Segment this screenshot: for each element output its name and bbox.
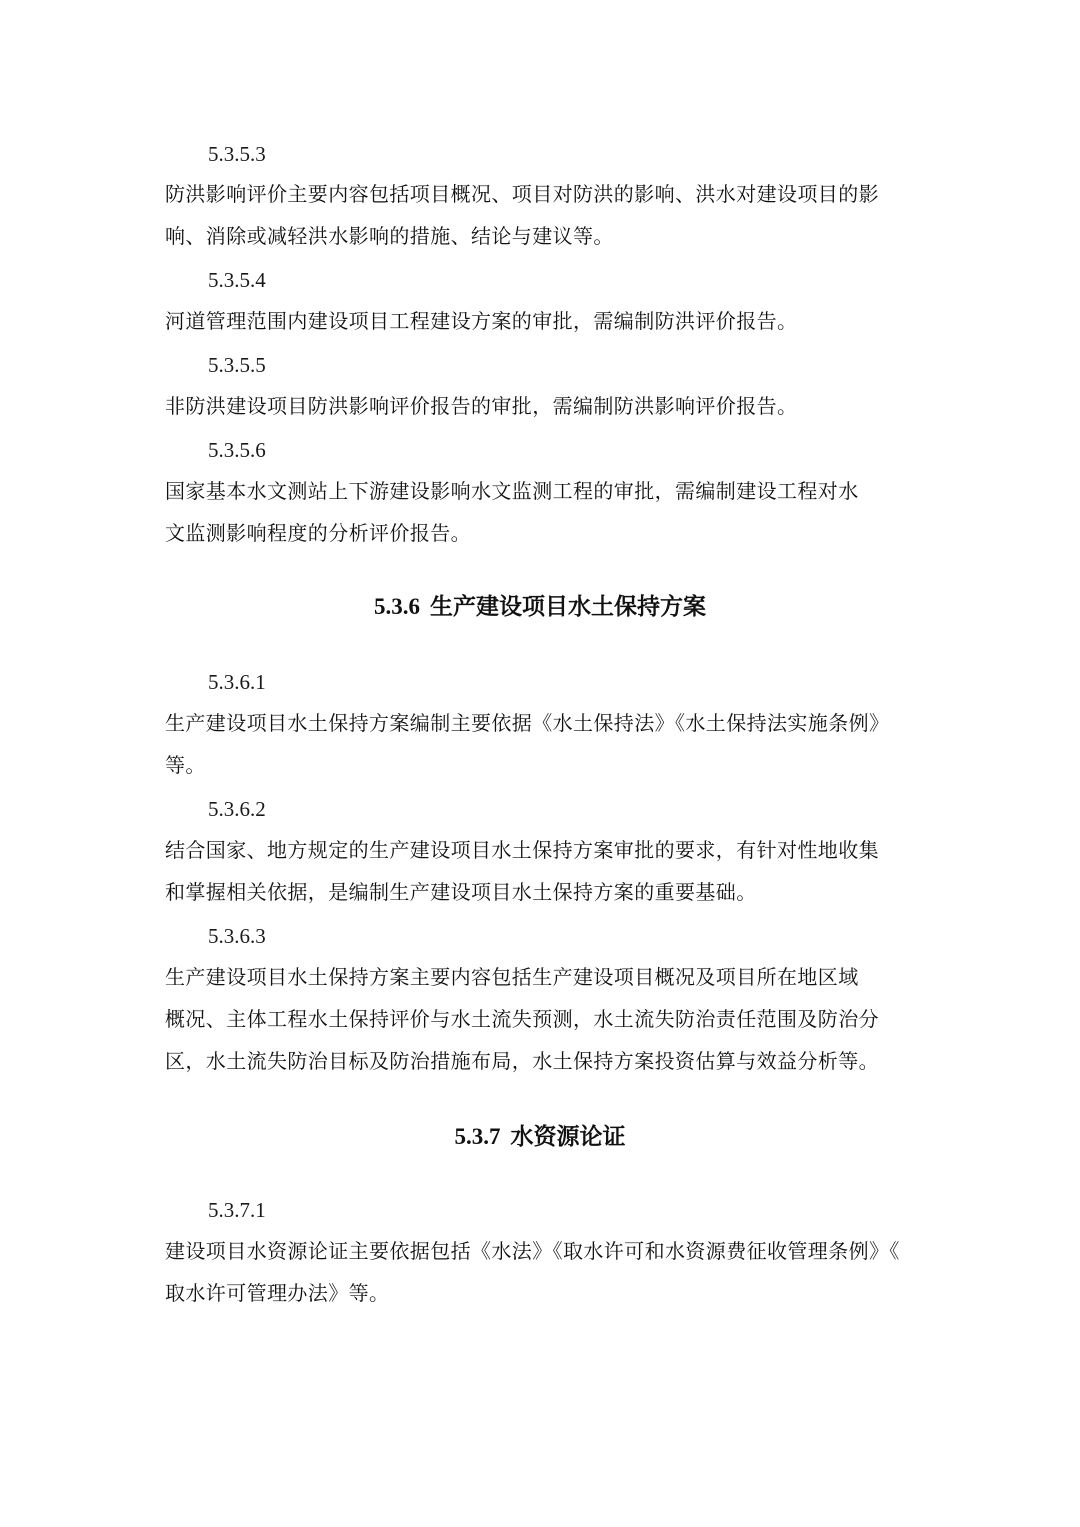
clause-text-5-3-6-3 [165, 956, 917, 1082]
text-line: 区，水土流失防治目标及防治措施布局，水土保持方案投资估算与效益分析等。 [165, 1049, 879, 1073]
clause-text-5-3-5-5 [165, 385, 917, 427]
clause-text-5-3-5-6 [165, 470, 917, 554]
text-line: 河道管理范围内建设项目工程建设方案的审批，需编制防洪评价报告。 [165, 309, 798, 333]
section-heading-title: 水资源论证 [510, 1124, 626, 1150]
clause-text-5-3-5-3 [165, 173, 917, 257]
clause-number-5-3-5-4: 5.3.5.4 [208, 268, 266, 292]
clause-text-5-3-6-1 [165, 702, 917, 786]
clause-number-5-3-6-3: 5.3.6.3 [208, 924, 266, 948]
clause-number-5-3-6-2: 5.3.6.2 [208, 797, 266, 821]
clause-text-5-3-6-2 [165, 829, 917, 913]
text-line: 生产建设项目水土保持方案主要内容包括生产建设项目概况及项目所在地区域 [165, 965, 859, 989]
text-line: 取水许可管理办法》等。 [165, 1281, 390, 1305]
section-heading-5-3-6 [0, 592, 1080, 622]
text-line: 建设项目水资源论证主要依据包括《水法》《取水许可和水资源费征收管理条例》《 [165, 1239, 900, 1263]
section-heading-number: 5.3.7 [454, 1124, 501, 1149]
text-line: 结合国家、地方规定的生产建设项目水土保持方案审批的要求，有针对性地收集 [165, 838, 879, 862]
text-line: 非防洪建设项目防洪影响评价报告的审批，需编制防洪影响评价报告。 [165, 394, 798, 418]
text-line: 和掌握相关依据，是编制生产建设项目水土保持方案的重要基础。 [165, 880, 757, 904]
section-heading-5-3-7 [0, 1122, 1080, 1152]
text-line: 概况、主体工程水土保持评价与水土流失预测，水土流失防治责任范围及防治分 [165, 1007, 879, 1031]
section-heading-title: 生产建设项目水土保持方案 [430, 594, 706, 620]
clause-number-5-3-5-3: 5.3.5.3 [208, 142, 266, 166]
text-line: 防洪影响评价主要内容包括项目概况、项目对防洪的影响、洪水对建设项目的影 [165, 182, 879, 206]
clause-number-5-3-5-5: 5.3.5.5 [208, 353, 266, 377]
text-line: 响、消除或减轻洪水影响的措施、结论与建议等。 [165, 224, 614, 248]
clause-text-5-3-5-4 [165, 300, 917, 342]
clause-number-5-3-5-6: 5.3.5.6 [208, 438, 266, 462]
text-line: 生产建设项目水土保持方案编制主要依据《水土保持法》《水土保持法实施条例》 [165, 711, 890, 735]
section-heading-number: 5.3.6 [374, 594, 420, 619]
text-line: 文监测影响程度的分析评价报告。 [165, 521, 471, 545]
clause-number-5-3-7-1: 5.3.7.1 [208, 1198, 266, 1222]
text-line: 国家基本水文测站上下游建设影响水文监测工程的审批，需编制建设工程对水 [165, 479, 859, 503]
clause-text-5-3-7-1 [165, 1230, 917, 1314]
text-line: 等。 [165, 753, 206, 777]
clause-number-5-3-6-1: 5.3.6.1 [208, 670, 266, 694]
